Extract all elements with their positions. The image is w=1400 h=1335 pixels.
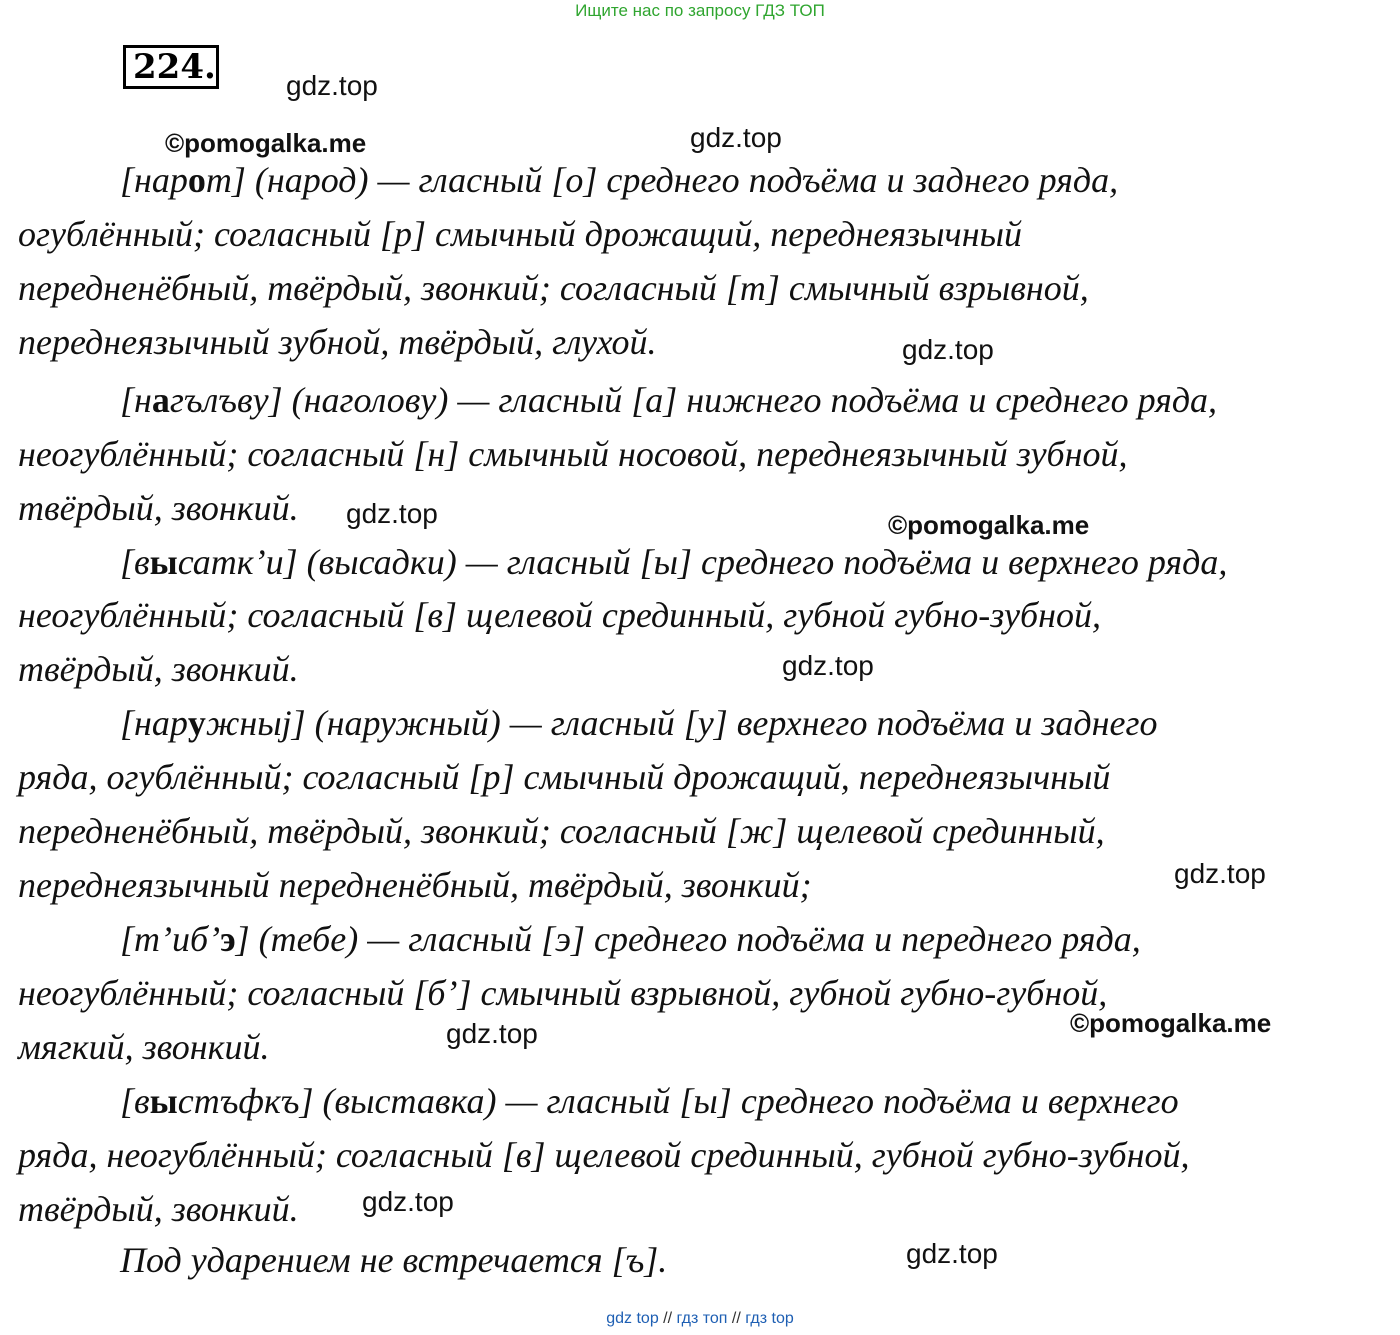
text-line: переднеязычный передненёбный, твёрдый, звонкий; (18, 865, 812, 905)
watermark-pomogalka: ©pomogalka.me (888, 510, 1090, 540)
text-line: [т’иб’э] (тебе) — гласный [э] среднего подъёма и переднего ряда, (120, 919, 1141, 959)
footer-link[interactable]: гдз top (745, 1310, 794, 1327)
stressed-vowel: о (187, 160, 206, 200)
footer-link[interactable]: гдз топ (676, 1310, 728, 1327)
footer-link[interactable]: gdz top (606, 1310, 659, 1327)
text-line: твёрдый, звонкий. (18, 1189, 299, 1229)
text-line: неогублённый; согласный [н] смычный носовой, переднеязычный зубной, (18, 434, 1128, 474)
watermark-gdz: gdz.top (446, 1018, 538, 1049)
text-line: передненёбный, твёрдый, звонкий; согласный [т] смычный взрывной, (18, 268, 1089, 308)
text-line: неогублённый; согласный [б’] смычный взрывной, губной губно-губной, (18, 973, 1108, 1013)
text-line: ряда, неогублённый; согласный [в] щелевой срединный, губной губно-зубной, (18, 1135, 1190, 1175)
watermark-gdz: gdz.top (362, 1186, 454, 1217)
exercise-number: 224. (123, 45, 219, 89)
watermark-gdz: gdz.top (690, 122, 782, 153)
text-line: [наружныj] (наружный) — гласный [у] верхнего подъёма и заднего (120, 703, 1158, 743)
stressed-vowel: э (220, 919, 236, 959)
footer-separator: // (663, 1310, 673, 1327)
text-line: Под ударением не встречается [ъ]. (120, 1240, 668, 1280)
watermark-gdz: gdz.top (906, 1238, 998, 1269)
stressed-vowel: ы (149, 1081, 178, 1121)
watermark-gdz: gdz.top (286, 70, 378, 101)
text-line: ряда, огублённый; согласный [р] смычный дрожащий, переднеязычный (18, 757, 1111, 797)
text-line: твёрдый, звонкий. (18, 649, 299, 689)
text-line: [нарот] (народ) — гласный [о] среднего подъёма и заднего ряда, (120, 160, 1119, 200)
footer-links (0, 1310, 1400, 1328)
stressed-vowel: ы (149, 542, 178, 582)
watermark-gdz: gdz.top (902, 334, 994, 365)
text-line: мягкий, звонкий. (18, 1027, 270, 1067)
stressed-vowel: а (151, 380, 170, 420)
footer-separator: // (731, 1310, 741, 1327)
stressed-vowel: у (187, 703, 206, 743)
text-line: передненёбный, твёрдый, звонкий; согласный [ж] щелевой срединный, (18, 811, 1105, 851)
watermark-gdz: gdz.top (1174, 858, 1266, 889)
top-search-hint: Ищите нас по запросу ГДЗ ТОП (575, 1, 825, 20)
text-line: неогублённый; согласный [в] щелевой срединный, губной губно-зубной, (18, 595, 1101, 635)
text-line: [высатк’и] (высадки) — гласный [ы] среднего подъёма и верхнего ряда, (120, 542, 1228, 582)
text-line: [выстъфкъ] (выставка) — гласный [ы] среднего подъёма и верхнего (120, 1081, 1179, 1121)
text-line: огублённый; согласный [р] смычный дрожащий, переднеязычный (18, 214, 1022, 254)
watermark-gdz: gdz.top (782, 650, 874, 681)
text-line: твёрдый, звонкий. (18, 488, 299, 528)
watermark-pomogalka: ©pomogalka.me (1070, 1008, 1272, 1038)
watermark-gdz: gdz.top (346, 498, 438, 529)
watermark-pomogalka: ©pomogalka.me (165, 128, 367, 158)
text-line: переднеязычный зубной, твёрдый, глухой. (18, 322, 657, 362)
text-line: [нагълъву] (наголову) — гласный [а] нижнего подъёма и среднего ряда, (120, 380, 1218, 420)
